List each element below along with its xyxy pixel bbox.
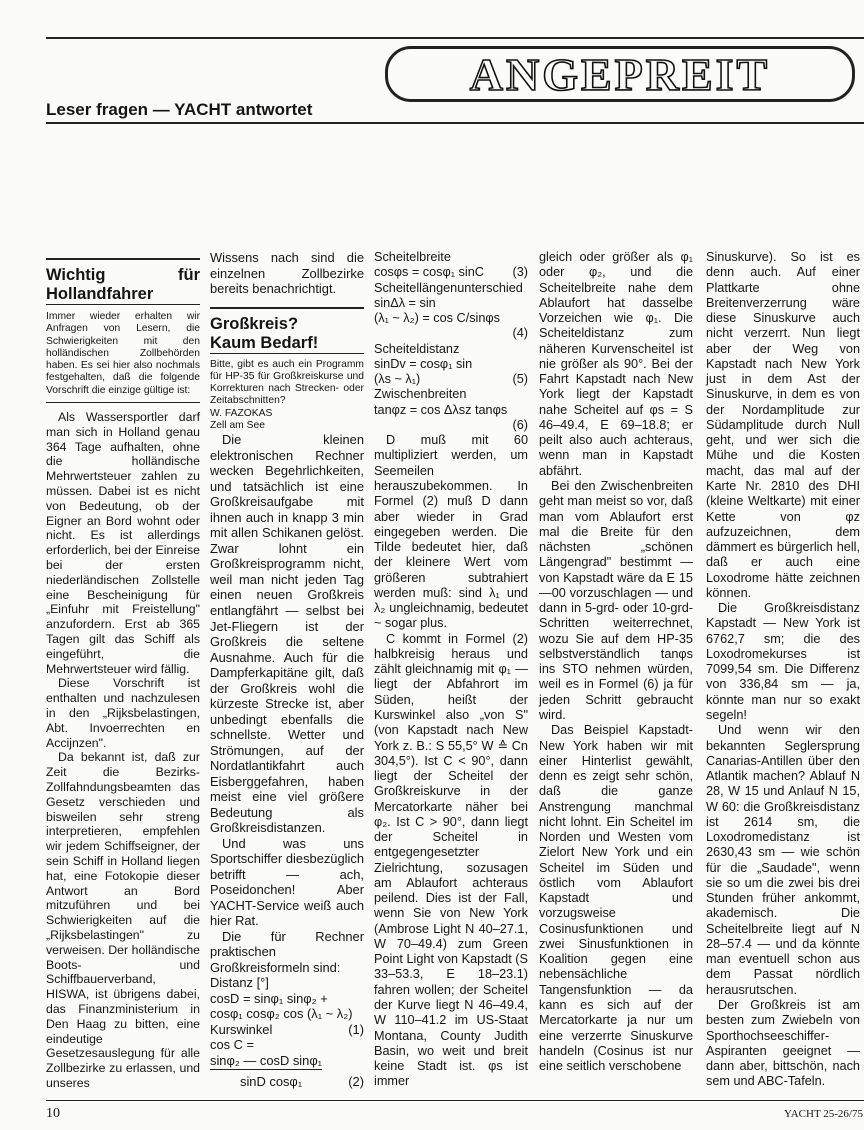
article2-paragraph: D muß mit 60 multipliziert werden, um Seemeilen herauszubekommen. In Formel (2) muß D dann aber wieder in Grad eingegeben werden. Die Tilde bedeutet hier, daß der kleinere Wert vom größeren subtrahiert werden muß: sind λ₁ und λ₂ ungleichnamig, bedeutet ~ sogar plus. xyxy=(374,433,528,631)
article2-signature-name: W. FAZOKAS xyxy=(210,407,273,419)
formula-2-lhs: cos C = xyxy=(210,1037,255,1053)
article1-paragraph: Diese Vorschrift ist enthalten und nachzulesen in den „Rijksbelastingen, Abt. Invoerrechten en Accijnzen". xyxy=(46,676,200,750)
formula-number-1: (1) xyxy=(348,1021,364,1037)
article1-paragraph: Da bekannt ist, daß zur Zeit die Bezirks-Zollfahndungsbeamten das Gesetz verschieden und bisweilen sehr streng interpretieren, empfehlen wir jedem Schiffseigner, der sein Schiff in Holland liegen hat, eine Fotokopie dieser Antwort an Bord mitzuführen und bei Schwierigkeiten auf die „Rijksbelastingen" zu verweisen. Der holländische Boots- und Schiffbauerverband, HISWA, ist übrigens dabei, das Finanzministerium in Den Haag zu bitten, eine eindeutige Gesetzesauslegung für alle Zollbezirke zu erlassen, und unseres xyxy=(46,750,200,1090)
article1-lede: Immer wieder erhalten wir Anfragen von Lesern, die Schwierigkeiten mit den holländischen Zollbehörden haben. Es sei hier also nochmals festgehalten, daß die folgende Vorschrift die einzige gültige ist: xyxy=(46,311,200,396)
angepreit-logo: ANGEPREIT xyxy=(385,46,855,102)
formula-4-line-2: (λ₁ ~ λ₂) = cos C/sinφs xyxy=(374,311,501,326)
formula-number-3: (3) xyxy=(512,265,528,280)
section-title: Leser fragen — YACHT antwortet xyxy=(46,100,313,119)
article2-paragraph: gleich oder größer als φ₁ oder φ₂, und die Scheitelbreite nahe dem Ablaufort hat dasselbe Vorzeichen wie φ₁. Die Scheiteldistanz zum näheren Kurvenscheitel ist nie größer als 90°. Bei der Fahrt Kapstadt nach New York liegt der Kapstadt nahe Scheitel auf φs = S 46–49.4, E 69–18.8; er peilt also auch achteraus, wenn man in Kapstadt abfährt. xyxy=(539,250,693,478)
article2-paragraph: Und wenn wir den bekannten Seglersprung Canarias-Antillen über den Atlantik machen? Ablauf N 28, W 15 und Anlauf N 15, W 60: die Großkreisdistanz ist 2614 sm, die Loxodromedistanz ist 2630,43 sm — wie schön für die „Saudade", wenn sie so um die zwei bis drei Stunden früher ankommt, akademisch. Die Scheitelbreite liegt auf N 28–57.4 — und da könnte man eventuell schon aus dem Passat nördlich herausrutschen. xyxy=(706,723,860,997)
article1-continuation: Wissens nach sind die einzelnen Zollbezirke bereits benachrichtigt. xyxy=(210,250,364,297)
formula-2-numerator: sinφ₂ — cosD sinφ₁ xyxy=(210,1053,322,1071)
formula-number-2: (2) xyxy=(348,1073,364,1089)
column-5 xyxy=(706,250,860,1090)
footer-rule xyxy=(46,1100,864,1101)
formula-5-line-2: (λs ~ λ₁) xyxy=(374,372,421,387)
formula-4-line-1: sinΔλ = sin xyxy=(374,295,436,310)
formula-number-5: (5) xyxy=(512,372,528,387)
formula-5 xyxy=(374,372,528,387)
article2-question: Bitte, gibt es auch ein Programm für HP-35 für Großkreiskurse und Korrekturen nach Strecken- oder Zeitabschnitten? xyxy=(210,358,364,407)
article2-paragraph: C kommt in Formel (2) halbkreisig heraus und zählt gleichnamig mit φ₁ — liegt der Abfahrort im Süden, heißt der Kurswinkel also „von S" (von Kapstadt nach New York z. B.: S 55,5° W ≙ Cn 304,5°). Ist C < 90°, dann liegt der Scheitel der Großkreiskurve in der Mercatorkarte näher bei φ₂. Ist C > 90°, dann liegt der Scheitel in entgegengesetzter Zielrichtung, sozusagen am Ablaufort achteraus peilend. Dies ist der Fall, wenn Sie von New York (Ambrose Light N 40–27.1, W 70–49.4) zum Green Point Light von Kapstadt (S 33–53.3, E 18–23.1) fahren wollen; der Scheitel der Kurve liegt N 46–49.4, W 110–41.2 im US-Staat Montana, County Judith Basin, wo weit und breit keine Stadt ist. φs ist immer xyxy=(374,631,528,1089)
formula-number-4-row xyxy=(374,326,528,341)
formula-label-scheitellaenge: Scheitellängenunterschied xyxy=(374,280,523,295)
article2-signature-place: Zell am See xyxy=(210,420,265,432)
article2-paragraph: Das Beispiel Kapstadt-New York haben wir mit einer Hinterlist gewählt, denn es zeigt sehr schön, daß die ganze Anstrengung manchmal nicht lohnt. Ein Scheitel im Norden und Westen vom Zielort New York und ein Scheitel im Süden und östlich vom Ablaufort Kapstadt und vorzugsweise Cosinusfunktionen und zwei Sinusfunktionen in Koalition gegen eine nebensächliche Tangensfunktion — da kann es sich auf der Mercatorkarte ja nur um eine verzerrte Sinuskurve handeln (Cosinus ist nur eine seitlich verschobene xyxy=(539,723,693,1074)
article1-header xyxy=(46,258,200,304)
article2-paragraph: Die für Rechner praktischen Großkreisformeln sind: xyxy=(210,928,364,975)
article2-paragraph: Sinuskurve). So ist es denn auch. Auf einer Plattkarte ohne Breitenverzerrung wäre diese Sinuskurve auch nicht verzerrt. Nun liegt aber der Weg von Kapstadt nach New York just in dem Ast der Sinuskurve, in dem es von der Nordamplitude zur Südamplitude durch Null geht, und wer sich die Mühe und die Kosten macht, das mal auf der Karte Nr. 2810 des DHI (kleine Weltkarte) mit einer Kette von φz aufzuzeichnen, dem dämmert es bürgerlich hell, daß er auch eine Loxodrome hätte zeichnen können. xyxy=(706,250,860,600)
column-4 xyxy=(539,250,693,1074)
formula-3-text: cosφs = cosφ₁ sinC xyxy=(374,265,484,280)
formula-number-6: (6) xyxy=(512,417,528,432)
formula-5-line-1: sinDv = cosφ₁ sin xyxy=(374,356,473,371)
formula-label-kurswinkel: Kurswinkel xyxy=(210,1021,273,1037)
column-2 xyxy=(210,250,364,1090)
article2-question-box xyxy=(210,353,364,433)
formula-number-6-row xyxy=(374,418,528,433)
formula-label-zwischenbreiten: Zwischenbreiten xyxy=(374,387,467,402)
article1-title: Wichtig für Hollandfahrer xyxy=(46,266,200,303)
column-3 xyxy=(374,250,528,1090)
formula-2-denominator: sinD cosφ₁ xyxy=(240,1073,303,1089)
formula-label-distanz: Distanz [°] xyxy=(210,975,269,991)
formula-number-4: (4) xyxy=(512,326,528,341)
formula-2-denominator-row xyxy=(210,1074,364,1090)
header-rule xyxy=(46,122,864,124)
column-1 xyxy=(46,250,200,1091)
article2-paragraph: Die kleinen elektronischen Rechner wecken Begehrlichkeiten, und tatsächlich ist eine Großkreisaufgabe mit ihnen auch in knapp 3 min mit allen Schikanen gelöst. Zwar lohnt ein Großkreisprogramm nicht, weil man nicht jeden Tag einen neuen Großkreis entlangfährt — selbst bei Jet-Fliegern ist der Großkreis die seltene Ausnahme. Auch für die Dampferkapitäne gilt, daß der Großkreis wohl die kürzeste Strecke ist, aber unbedingt ebenfalls die schnellste. Wetter und Strömungen, auf der Nordatlantikfahrt auch Eisberggefahren, haben meist eine viel größere Bedeutung als Großkreisdistanzen. xyxy=(210,432,364,836)
article2-header xyxy=(210,307,364,353)
article1-paragraph: Als Wassersportler darf man sich in Holland genau 364 Tage aufhalten, ohne die holländische Mehrwertsteuer zahlen zu müssen. Dabei ist es nicht von Bedeutung, ob der Eigner an Bord wohnt oder nicht. Es ist allerdings erforderlich, bei der Einreise bei der ersten niederländischen Zollstelle eine Bescheinigung für „Einfuhr mit Freistellung" anzufordern. Erst ab 365 Tagen gilt das Schiff als eingeführt, die Mehrwertsteuer wird fällig. xyxy=(46,410,200,676)
article2-paragraph: Und was uns Sportschiffer diesbezüglich betrifft — ach, Poseidonchen! Aber YACHT-Service weiß auch hier Rat. xyxy=(210,835,364,929)
formula-3 xyxy=(374,265,528,280)
article1-lede-box xyxy=(46,304,200,403)
formula-label-scheitelbreite: Scheitelbreite xyxy=(374,250,451,264)
article2-paragraph: Bei den Zwischenbreiten geht man meist so vor, daß man vom Ablaufort erst mal die Breite für den nächsten „schönen Längengrad" bestimmt — von Kapstadt wäre da E 15—00 vorzuschlagen — und dann in 5-grd- oder 10-grd-Schritten weiterrechnet, wozu Sie auf dem HP-35 selbstverständlich tanφs ins STO nehmen würden, weil es in Formel (6) ja für jeden Schritt gebraucht wird. xyxy=(539,478,693,722)
formula-6: tanφz = cos Δλsz tanφs xyxy=(374,402,508,417)
top-rule xyxy=(46,37,864,39)
article2-paragraph: Die Großkreisdistanz Kapstadt — New York ist 6762,7 sm; die des Loxodromekurses ist 7099,54 sm. Die Differenz von 336,84 sm — ja, könnte man nur so exakt segeln! xyxy=(706,601,860,722)
article2-paragraph: Der Großkreis ist am besten zum Zwiebeln von Sporthochseeschiffer-Aspiranten geeignet — dann aber, bittschön, nach sem und ABC-Tafeln. xyxy=(706,998,860,1089)
page-number: 10 xyxy=(46,1106,60,1121)
formula-1-text: cosD = sinφ₁ sinφ₂ + cosφ₁ cosφ₂ cos (λ₁ ~ λ₂) xyxy=(210,990,353,1022)
article2-title: Großkreis? Kaum Bedarf! xyxy=(210,314,319,352)
formula-label-scheiteldistanz: Scheiteldistanz xyxy=(374,341,460,356)
source-line: YACHT 25-26/75 xyxy=(784,1108,863,1120)
